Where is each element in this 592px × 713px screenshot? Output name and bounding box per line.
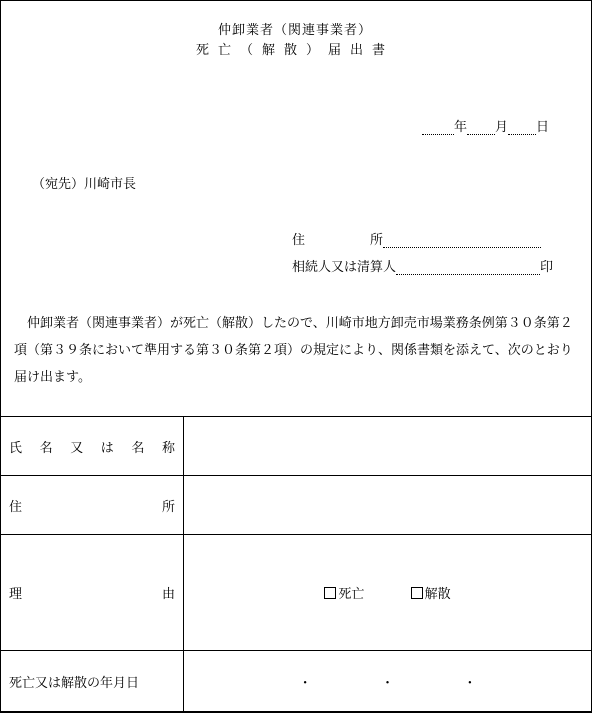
form-title-line1: 仲卸業者（関連事業者） — [217, 23, 372, 38]
table-row — [1, 476, 592, 535]
notice-body: 仲卸業者（関連事業者）が死亡（解散）したので、川崎市地方卸売市場業務条例第３０条第２項（第３９条において準用する第３０条第２項）の規定により、関係書類を添えて、次のとおり届け出ます。 — [14, 316, 573, 385]
heir-label: 相続人又は清算人 — [292, 260, 397, 275]
label-char: 理 — [9, 587, 23, 602]
table-row — [1, 651, 592, 713]
seal-mark: 印 — [540, 260, 554, 275]
date-value-cell[interactable] — [184, 651, 592, 713]
address-row-label — [9, 496, 175, 515]
table-row — [1, 535, 592, 651]
name-label-cell — [1, 417, 184, 476]
name-label — [9, 437, 175, 456]
name-value-cell[interactable] — [184, 417, 592, 476]
date-separators: ・ ・ ・ — [298, 676, 477, 691]
label-char: 名 — [131, 440, 145, 456]
reason-value-cell — [184, 535, 592, 651]
label-char: 又 — [70, 440, 84, 456]
address-label: 住 所 — [292, 233, 384, 248]
date-label-cell — [1, 651, 184, 713]
reason-label — [9, 583, 175, 602]
label-char: は — [100, 440, 114, 456]
form-title-line2: 死亡（解散）届出書 — [195, 43, 394, 58]
label-char: 由 — [161, 587, 175, 602]
label-char: 名 — [39, 440, 53, 456]
info-table — [0, 416, 592, 713]
table-row — [1, 417, 592, 476]
option-dissolution[interactable]: 解散 — [411, 587, 451, 602]
applicant-address-line — [292, 229, 541, 248]
date-line — [422, 116, 549, 135]
address-label-cell — [1, 476, 184, 535]
label-char: 氏 — [9, 440, 23, 456]
reason-label-cell — [1, 535, 184, 651]
label-char: 住 — [9, 499, 23, 515]
date-row-label: 死亡又は解散の年月日 — [9, 676, 140, 691]
applicant-heir-line — [292, 256, 553, 275]
label-char: 所 — [161, 499, 175, 515]
checkbox-icon[interactable] — [324, 587, 336, 599]
day-label: 日 — [536, 120, 550, 135]
address-value-cell[interactable] — [184, 476, 592, 535]
label-char: 称 — [161, 440, 175, 456]
checkbox-icon[interactable] — [411, 587, 423, 599]
month-label: 月 — [495, 120, 509, 135]
year-label: 年 — [454, 120, 468, 135]
recipient: （宛先）川崎市長 — [32, 177, 137, 192]
option-death[interactable]: 死亡 — [324, 587, 364, 602]
